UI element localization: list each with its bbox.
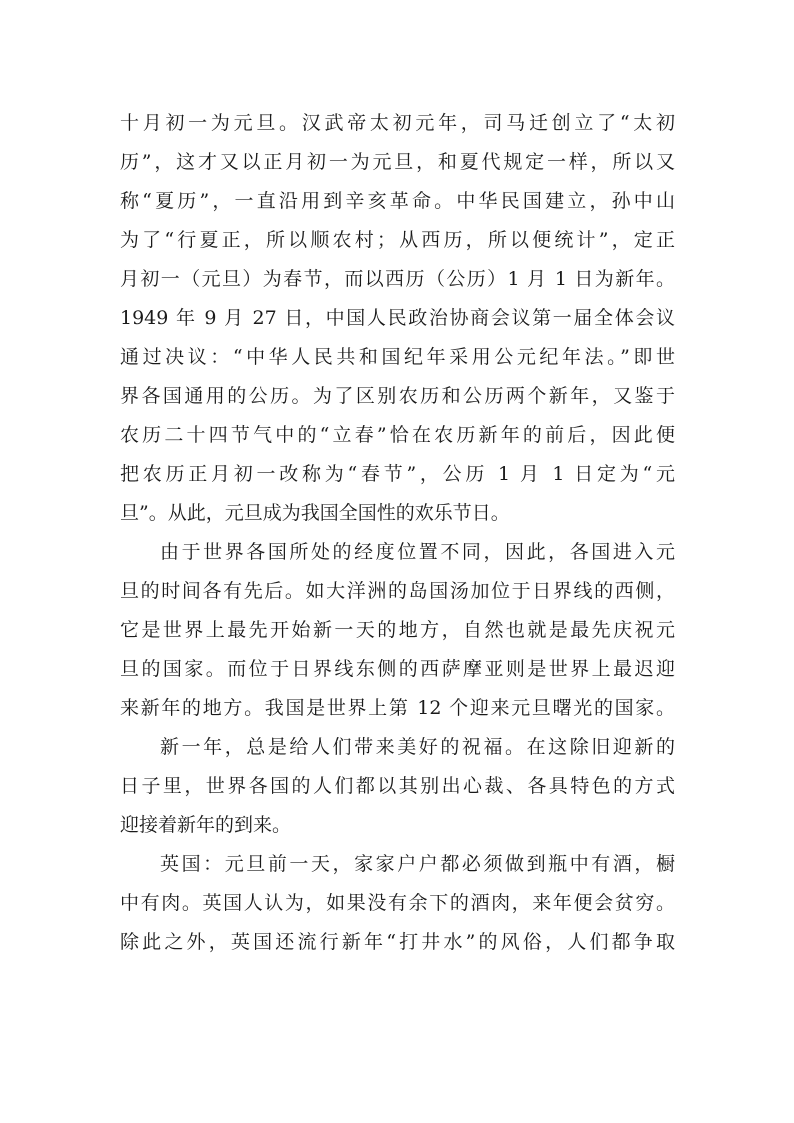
- paragraph-3: [120, 728, 675, 845]
- text-line: 为了“行夏正，所以顺农村；从西历，所以便统计”，定正: [120, 229, 675, 251]
- text-line: 月初一（元旦）为春节，而以西历（公历）1 月 1 日为新年。: [120, 268, 675, 290]
- text-line: 由于世界各国所处的经度位置不同，因此，各国进入元: [160, 541, 675, 563]
- text-line: 旦的时间各有先后。如大洋洲的岛国汤加位于日界线的西侧，: [120, 580, 675, 602]
- text-line: 除此之外，英国还流行新年“打井水”的风俗，人们都争取: [120, 931, 675, 953]
- paragraph-4: [120, 845, 675, 962]
- text-line: 1949 年 9 月 27 日，中国人民政治协商会议第一届全体会议: [120, 307, 675, 329]
- text-line: 中有肉。英国人认为，如果没有余下的酒肉，来年便会贫穷。: [120, 892, 675, 914]
- text-line: 农历二十四节气中的“立春”恰在农历新年的前后，因此便: [120, 424, 675, 446]
- paragraph-1: [120, 104, 675, 533]
- text-line: 旦”。从此，元旦成为我国全国性的欢乐节日。: [120, 502, 510, 524]
- text-line: 十月初一为元旦。汉武帝太初元年，司马迁创立了“太初: [120, 112, 675, 134]
- text-line: 称“夏历”，一直沿用到辛亥革命。中华民国建立，孙中山: [120, 190, 675, 212]
- text-line: 迎接着新年的到来。: [120, 814, 292, 836]
- body-text: [120, 104, 675, 962]
- text-line: 把农历正月初一改称为“春节”，公历 1 月 1 日定为“元: [120, 463, 675, 485]
- text-line: 旦的国家。而位于日界线东侧的西萨摩亚则是世界上最迟迎: [120, 658, 675, 680]
- paragraph-2: [120, 533, 675, 728]
- text-line: 来新年的地方。我国是世界上第 12 个迎来元旦曙光的国家。: [120, 697, 675, 719]
- text-line: 它是世界上最先开始新一天的地方，自然也就是最先庆祝元: [120, 619, 675, 641]
- text-line: 日子里，世界各国的人们都以其别出心裁、各具特色的方式: [120, 775, 675, 797]
- text-line: 通过决议：“中华人民共和国纪年采用公元纪年法。”即世: [120, 346, 675, 368]
- text-line: 界各国通用的公历。为了区别农历和公历两个新年，又鉴于: [120, 385, 675, 407]
- text-line: 新一年，总是给人们带来美好的祝福。在这除旧迎新的: [160, 736, 675, 758]
- text-line: 历”，这才又以正月初一为元旦，和夏代规定一样，所以又: [120, 151, 675, 173]
- text-line: 英国：元旦前一天，家家户户都必须做到瓶中有酒，橱: [160, 853, 675, 875]
